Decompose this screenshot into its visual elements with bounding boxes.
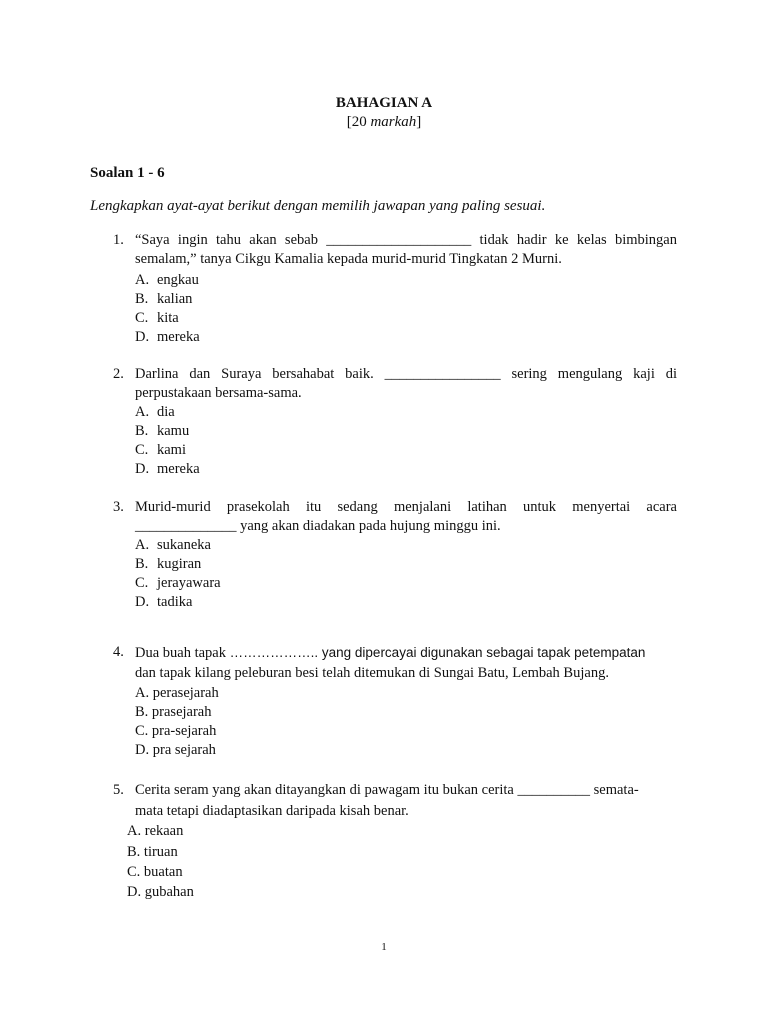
page-number: 1 xyxy=(381,941,387,953)
option-b: B. kamu xyxy=(135,423,190,439)
question-number: 4. xyxy=(113,644,124,660)
question-stem: Cerita seram yang akan ditayangkan di pawagam itu bukan cerita __________ semata- mata tetapi diadaptasikan daripada kisah benar. xyxy=(135,782,639,819)
section-title: BAHAGIAN A xyxy=(335,95,433,111)
option-c: C. pra-sejarah xyxy=(135,723,217,739)
option-a: A. engkau xyxy=(135,272,199,288)
question-number: 3. xyxy=(113,499,124,515)
option-c: C. jerayawara xyxy=(135,575,221,591)
question-number: 1. xyxy=(113,232,124,248)
option-a: A. dia xyxy=(135,404,175,420)
option-a: A. sukaneka xyxy=(135,537,211,553)
question-range-heading: Soalan 1 - 6 xyxy=(90,165,165,181)
question-stem: “Saya ingin tahu akan sebab ____________________ tidak hadir ke kelas bimbingan semalam,” tanya Cikgu Kamalia kepada murid-murid Tingkatan 2 Murni. xyxy=(135,232,677,267)
instruction-text: Lengkapkan ayat-ayat berikut dengan memilih jawapan yang paling sesuai. xyxy=(90,198,546,214)
option-d: D. mereka xyxy=(135,329,200,345)
option-b: B. prasejarah xyxy=(135,704,212,720)
option-b: B. kugiran xyxy=(135,556,202,572)
option-a: A. rekaan xyxy=(127,823,184,839)
option-b: B. tiruan xyxy=(127,844,178,860)
question-stem: Dua buah tapak ……………….. yang dipercayai digunakan sebagai tapak petempatan dan tapak kilang peleburan besi telah ditemukan di Sungai Batu, Lembah Bujang. xyxy=(135,645,646,681)
question-stem: Murid-murid prasekolah itu sedang menjalani latihan untuk menyertai acara ______________ yang akan diadakan pada hujung minggu ini. xyxy=(135,499,677,534)
option-d: D. tadika xyxy=(135,594,193,610)
option-c: C. kami xyxy=(135,442,186,458)
question-number: 5. xyxy=(113,782,124,798)
option-d: D. mereka xyxy=(135,461,200,477)
option-c: C. kita xyxy=(135,310,179,326)
marks-note: [20 markah] xyxy=(346,114,422,130)
option-c: C. buatan xyxy=(127,864,183,880)
question-number: 2. xyxy=(113,366,124,382)
option-d: D. pra sejarah xyxy=(135,742,216,758)
question-stem: Darlina dan Suraya bersahabat baik. ________________ sering mengulang kaji di perpustakaan bersama-sama. xyxy=(135,366,677,401)
option-a: A. perasejarah xyxy=(135,685,219,701)
option-d: D. gubahan xyxy=(127,884,194,900)
option-b: B. kalian xyxy=(135,291,193,307)
